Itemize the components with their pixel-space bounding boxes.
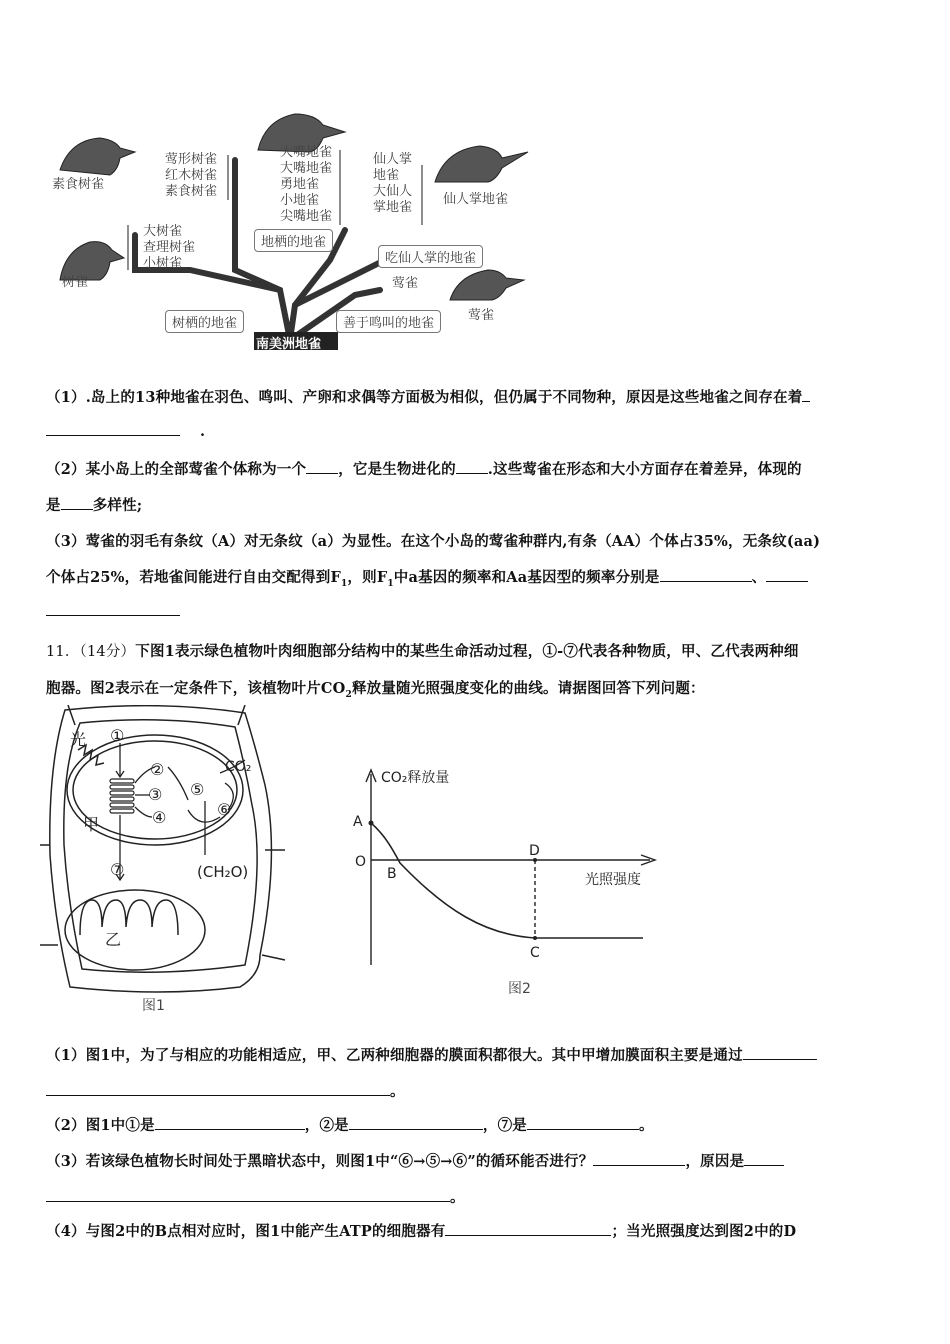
q11-3-line1: （3）若该绿色植物长时间处于黑暗状态中，则图1中“⑥→⑤→⑥”的循环能否进行？ ，原因是 [46,1150,784,1171]
label-6: ⑥ [217,800,232,819]
species-group-1: 莺形树雀 红木树雀 素食树雀 [165,152,218,199]
species-group-2: 大树雀 查理树雀 小树雀 [143,224,196,271]
label-5: ⑤ [190,780,205,799]
box-good-singer: 善于鸣叫的地雀 [336,310,441,333]
point-c [533,936,537,940]
bird-label: 仙人掌地雀 [443,192,509,207]
species-group-3: 大嘴地雀 大嘴地雀 勇地雀 小地雀 尖嘴地雀 [280,145,333,224]
figure-1-caption: 图1 [142,998,165,1014]
box-tree-dwelling: 树栖的地雀 [165,310,244,333]
box-eat-cactus: 吃仙人掌的地雀 [378,245,483,268]
mitochondrion-cristae [80,900,178,935]
q11-2: （2）图1中①是 ，②是 ，⑦是 。 [46,1117,654,1134]
q1-line2b: 是 多样性; [46,497,143,514]
point-a [369,821,374,826]
finch-head-icon [450,270,524,300]
q1-line3b: 个体占25%，若地雀间能进行自由交配得到$F_1$，则$F_1$中a基因的频率和Aa基因型的频率分别是 、 [46,566,808,589]
x-axis-label: 光照强度 [585,872,641,888]
grana-stack [110,779,134,813]
label-jia: 甲 [83,815,100,834]
bird-label: 莺雀 [468,308,495,323]
q1-line1b: . [46,422,205,440]
label-3: ③ [148,785,163,804]
q1-line2: （2）某小岛上的全部莺雀个体称为一个 ，它是生物进化的 .这些莺雀在形态和大小方面存在着差异，体现的 [46,461,802,478]
label-ch2o: (CH₂O) [197,863,249,881]
y-axis-label: CO₂释放量 [381,770,450,786]
finch-head-icon [435,146,528,182]
q1-line3c [46,602,180,620]
light-label: 光 [70,730,87,749]
q11-line1: 11．（14分）下图1表示绿色植物叶肉细胞部分结构中的某些生命活动过程，①-⑦代表各种物质，甲、乙代表两种细 [46,643,799,660]
q11-1-line2: 。 [46,1080,405,1101]
bird-label: 树雀 [62,275,89,290]
label-yi: 乙 [105,930,122,949]
label-7: ⑦ [110,860,125,879]
label-c: C [530,945,540,961]
figure-1-cell [40,705,290,995]
q11-line2: 胞器。图2表示在一定条件下，该植物叶片$CO_2$释放量随光照强度变化的曲线。请据图回答下列问题： [46,680,705,700]
label-b: B [387,866,397,882]
label-2: ② [150,760,165,779]
finch-head-icon [60,138,135,175]
q11-3-line2: 。 [46,1186,465,1207]
q11-1-line1: （1）图1中，为了与相应的功能相适应，甲、乙两种细胞器的膜面积都很大。其中甲增加膜面积主要是通过 [46,1044,817,1065]
q1-line1: （1）.岛上的13种地雀在羽色、鸣叫、产卵和求偶等方面极为相似，但仍属于不同物种，原因是这些地雀之间存在着 [46,386,810,407]
species-group-4: 仙人掌 地雀 大仙人 掌地雀 [373,152,413,215]
label-o: O [355,854,367,870]
label-co2: CO₂ [225,759,252,775]
q1-line3: （3）莺雀的羽毛有条纹（A）对无条纹（a）为显性。在这个小岛的莺雀种群内,有条（AA）个体占35%，无条纹(aa) [46,533,821,550]
figure-2-caption: 图2 [508,981,531,997]
box-root: 南美洲地雀 [256,337,322,352]
bird-label: 素食树雀 [52,177,105,192]
label-1: ① [110,726,125,745]
label-4: ④ [152,808,167,827]
species-group-5: 莺雀 [392,276,419,291]
q11-4-line1: （4）与图2中的B点相对应时，图1中能产生ATP的细胞器有 ；当光照强度达到图2中的D [46,1223,797,1240]
label-d: D [529,843,540,859]
figure-2-chart [345,760,665,975]
box-ground-dwelling: 地栖的地雀 [254,229,333,252]
label-a: A [353,814,363,830]
